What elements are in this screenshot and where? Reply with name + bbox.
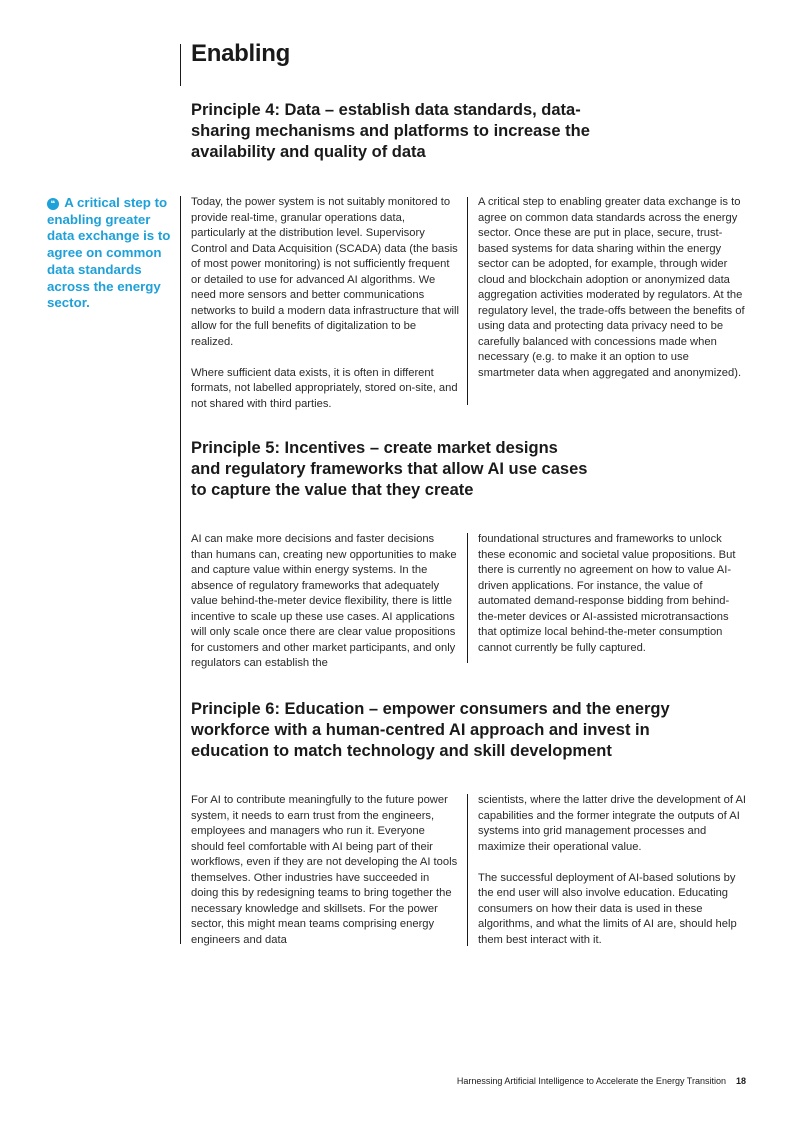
quote-icon: ❝: [47, 198, 59, 210]
principle-4-paragraph: A critical step to enabling greater data exchange is to agree on common data standards across the energy sector. Once these are put in place, secure, trust-based systems for data sharing within the energy sector can be adopted, for example, through wider cloud and blockchain adoption or anonymized data aggregation activities moderated by regulators. At the regulatory level, the trade-offs between the benefits of using data and protecting data privacy need to be carefully balanced with concessions made when necessary (e.g. to make it an option to use smartmeter data when aggregated and anonymized).: [478, 196, 745, 379]
principle-4-paragraph: Today, the power system is not suitably monitored to provide real-time, granular operations data, particularly at the distribution level. Supervisory Control and Data Acquisition (SCADA) data (the basis of most power monitoring) is not sufficiently frequent or detailed to use for advanced AI algorithms. We need more sensors and better communications networks to build a modern data infrastructure that will allow for the full benefits of digitalization to be realized.: [191, 196, 460, 348]
principle-5-paragraph: AI can make more decisions and faster decisions than humans can, creating new opportunities to make and capture value within energy systems. In the absence of regulatory frameworks that adequately value behind-the-meter device flexibility, there is little incentive to scale up these use cases. AI applications will only scale once there are clear value propositions for customers and other market participants, and only regulators can establish the: [191, 533, 457, 669]
principle-5-column-2: [478, 532, 748, 656]
principle-5-heading: Principle 5: Incentives – create market designs and regulatory frameworks that allow AI use cases to capture the value that they create: [191, 439, 588, 499]
footer-title: Harnessing Artificial Intelligence to Accelerate the Energy Transition: [456, 1076, 726, 1086]
principle-5-paragraph: foundational structures and frameworks to unlock these economic and societal value propositions. But there is currently no agreement on how to value AI-driven applications. For instance, the value of automated demand-response bidding from behind-the-meter devices or AI-assisted microtransactions that optimize local behind-the-meter consumption cannot currently be fully captured.: [478, 533, 736, 654]
principle-6-paragraph: The successful deployment of AI-based solutions by the end user will also involve education. Educating consumers on how their data is used in these algorithms, and what the limits of AI are, should help them best interact with it.: [478, 871, 737, 946]
principle-6-column-1: [191, 793, 459, 948]
principle-4-column-1: [191, 195, 459, 412]
pull-quote-text: A critical step to enabling greater data exchange is to agree on common data standards across the energy sector.: [47, 195, 171, 311]
pull-quote: [47, 195, 171, 312]
principle-5-column-1: [191, 532, 459, 672]
p6-column-divider: [467, 794, 468, 946]
principle-4-paragraph: Where sufficient data exists, it is often in different formats, not labelled appropriately, stored on-site, and not shared with third parties.: [191, 366, 458, 410]
principle-6-column-2: [478, 793, 748, 948]
principle-6-heading: Principle 6: Education – empower consumers and the energy workforce with a human-centred AI approach and invest in education to match technology and skill development: [191, 700, 670, 760]
principle-4-heading: Principle 4: Data – establish data standards, data-sharing mechanisms and platforms to increase the availability and quality of data: [191, 101, 590, 161]
section-title-rule: [180, 44, 181, 86]
p5-column-divider: [467, 533, 468, 663]
principle-4-column-2: [478, 195, 748, 381]
page-footer: [457, 1076, 746, 1086]
principle-6-paragraph: For AI to contribute meaningfully to the future power system, it needs to earn trust from the engineers, employees and managers who run it. Everyone should feel comfortable with AI being part of their workflows, even if they are not developing the AI tools themselves. Other industries have succeeded in doing this by redesigning teams to bring together the necessary knowledge and skillsets. For the power sector, this might mean teams comprising energy engineers and data: [191, 794, 458, 946]
left-margin-rule: [180, 196, 181, 944]
section-title: Enabling: [191, 40, 290, 67]
page-number: 18: [735, 1076, 746, 1086]
principle-6-paragraph: scientists, where the latter drive the development of AI capabilities and the former integrate the outputs of AI systems into grid management processes and maximize their operational value.: [478, 794, 747, 853]
p4-column-divider: [467, 197, 468, 405]
